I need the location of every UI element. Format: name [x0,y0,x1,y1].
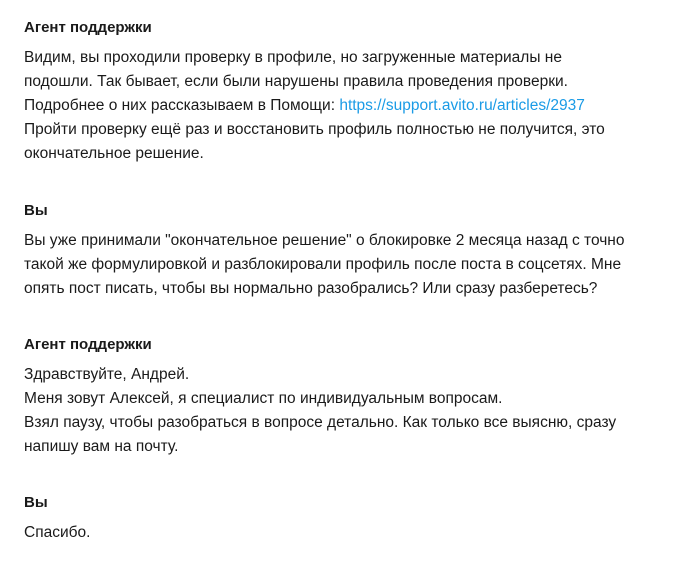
message-author: Агент поддержки [24,336,152,353]
message-line: Взял паузу, чтобы разобраться в вопросе детально. Как только все выясню, сразу [24,414,617,431]
message-line-with-link [24,94,664,118]
help-article-link[interactable]: https://support.avito.ru/articles/2937 [339,97,585,114]
message-line: опять пост писать, чтобы вы нормально разобрались? Или сразу разберетесь? [24,280,598,297]
message-user [24,493,664,545]
message-line: напишу вам на почту. [24,438,179,455]
message-line: Меня зовут Алексей, я специалист по индивидуальным вопросам. [24,390,503,407]
message-line: Пройти проверку ещё раз и восстановить профиль полностью не получится, это [24,121,605,138]
message-text [24,521,664,545]
message-text [24,46,664,166]
message-line: Здравствуйте, Андрей. [24,366,190,383]
message-agent [24,335,664,459]
message-author: Вы [24,202,48,219]
link-prefix: Подробнее о них рассказываем в Помощи: [24,97,340,114]
message-author: Вы [24,494,48,511]
message-line: такой же формулировкой и разблокировали профиль после поста в соцсетях. Мне [24,256,622,273]
message-line: Вы уже принимали "окончательное решение" о блокировке 2 месяца назад с точно [24,232,625,249]
message-user [24,201,664,301]
message-line: окончательное решение. [24,145,204,162]
message-text [24,229,664,301]
message-text [24,363,664,459]
message-line: Видим, вы проходили проверку в профиле, но загруженные материалы не [24,49,562,66]
message-line: подошли. Так бывает, если были нарушены правила проведения проверки. [24,73,568,90]
message-author: Агент поддержки [24,19,152,36]
message-agent [24,18,664,166]
message-line: Спасибо. [24,524,91,541]
